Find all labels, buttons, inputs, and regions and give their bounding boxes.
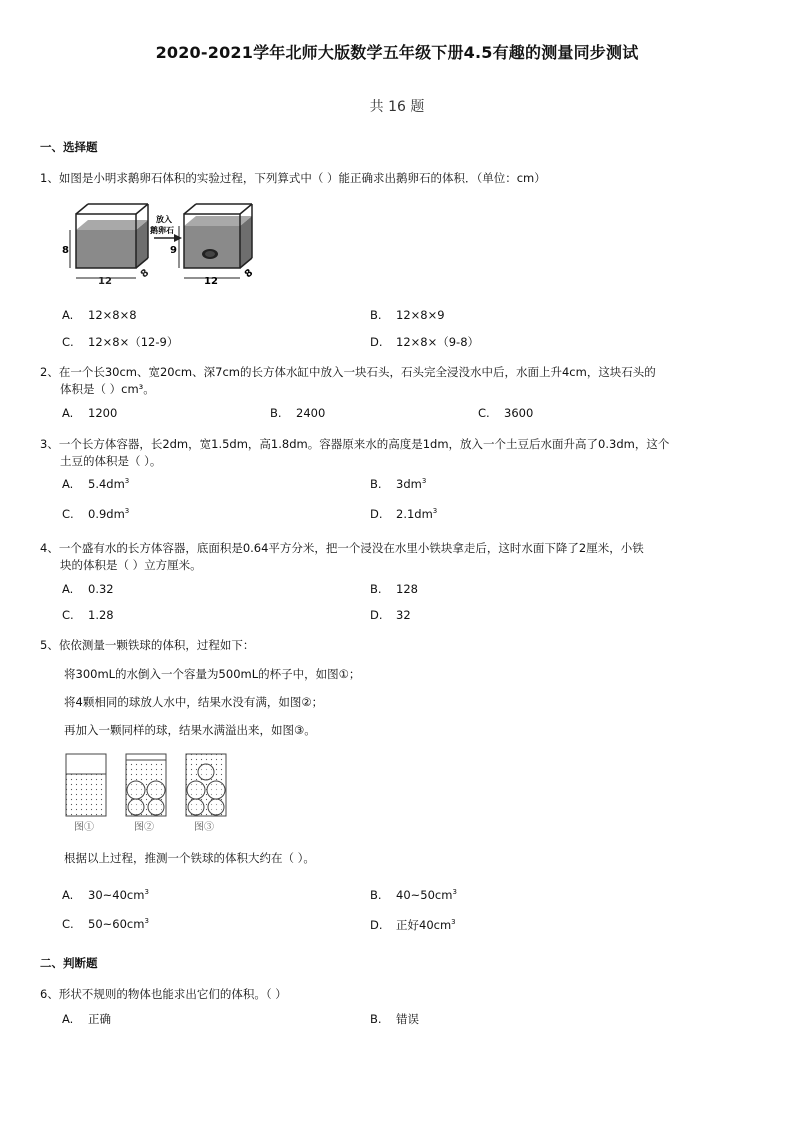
- q2-option-a[interactable]: A. 1200: [62, 406, 118, 420]
- q5-question: 根据以上过程，推测一个铁球的体积大约在（ ）。: [64, 851, 315, 865]
- cup-figure-2: [126, 754, 166, 833]
- q5-option-d[interactable]: D. 正好$40cm^3$: [370, 918, 456, 932]
- cup-figure-3: [186, 754, 226, 833]
- arrow-label-put-in: 放入: [156, 215, 172, 224]
- ball-shape: [188, 799, 204, 815]
- question-5-figure: [60, 748, 240, 836]
- arrow-label-pebble: 鹅卵石: [150, 226, 174, 235]
- left-width-label: 8: [138, 267, 152, 281]
- ball-shape: [128, 799, 144, 815]
- q4-option-c[interactable]: C. 1.28: [62, 608, 114, 622]
- ball-shape: [148, 799, 164, 815]
- ball-shape: [207, 781, 225, 799]
- question-6-text: 6、形状不规则的物体也能求出它们的体积。（ ）: [40, 987, 287, 1001]
- left-container-figure: [62, 204, 151, 287]
- ball-shape: [187, 781, 205, 799]
- question-4-text: 4、一个盛有水的长方体容器，底面积是0.64平方分米，把一个浸没在水里小铁块拿走后，这时水面下降了2厘米，小铁 块的体积是（ ）立方厘米。: [40, 541, 644, 572]
- question-1-figure: [62, 198, 278, 290]
- fig-caption-3: 图③: [194, 822, 214, 833]
- question-3-text: 3、一个长方体容器，长2dm，宽1.5dm，高1.8dm。容器原来水的高度是1dm，放入一个土豆后水面升高了0.3dm，这个 土豆的体积是（ ）。: [40, 437, 670, 468]
- ball-shape: [147, 781, 165, 799]
- q4-option-a[interactable]: A. 0.32: [62, 582, 114, 596]
- q4-option-b[interactable]: B. 128: [370, 582, 418, 596]
- ball-shape: [208, 799, 224, 815]
- section-heading-choice: 一、选择题: [40, 140, 98, 154]
- q1-option-c[interactable]: C. 12×8×（12-9）: [62, 335, 179, 349]
- q5-step-1: 将300mL的水倒入一个容量为500mL的杯子中，如图①；: [64, 667, 361, 681]
- q5-step-2: 将4颗相同的球放人水中，结果水没有满，如图②；: [64, 695, 324, 709]
- left-length-label: 12: [98, 276, 112, 287]
- right-width-label: 8: [242, 267, 256, 281]
- q3-option-b[interactable]: B. $3dm^3$: [370, 477, 427, 491]
- ball-shape: [127, 781, 145, 799]
- q2-option-c[interactable]: C. 3600: [478, 406, 534, 420]
- q5-option-a[interactable]: A. $30\sim 40cm^3$: [62, 888, 149, 902]
- page-title: 2020-2021学年北师大版数学五年级下册4.5有趣的测量同步测试: [155, 43, 639, 62]
- q5-option-c[interactable]: C. $50\sim 60cm^3$: [62, 917, 149, 931]
- cup-figure-1: [66, 754, 106, 833]
- arrow-figure: [150, 214, 182, 242]
- q3-option-d[interactable]: D. $2.1dm^3$: [370, 507, 438, 521]
- q3-option-a[interactable]: A. $5.4dm^3$: [62, 477, 130, 491]
- question-count: 共 16 题: [369, 99, 425, 115]
- q3-option-c[interactable]: C. $0.9dm^3$: [62, 507, 130, 521]
- q6-option-a[interactable]: A. 正确: [62, 1012, 111, 1026]
- question-1-text: 1、如图是小明求鹅卵石体积的实验过程，下列算式中（ ）能正确求出鹅卵石的体积．（单位：cm）: [40, 171, 546, 185]
- right-container-figure: [170, 204, 255, 287]
- question-2-text: 2、在一个长30cm、宽20cm、深7cm的长方体水缸中放入一块石头，石头完全浸没水中后，水面上升4cm，这块石头的 体积是（ ）cm³。: [40, 365, 656, 396]
- q4-option-d[interactable]: D. 32: [370, 608, 411, 622]
- q6-option-b[interactable]: B. 错误: [370, 1012, 419, 1026]
- section-heading-judgement: 二、判断题: [40, 956, 98, 970]
- q5-option-b[interactable]: B. $40\sim 50cm^3$: [370, 888, 457, 902]
- ball-shape: [198, 764, 214, 780]
- left-height-label: 8: [62, 245, 69, 256]
- q5-step-3: 再加入一颗同样的球，结果水满溢出来，如图③。: [64, 723, 316, 737]
- q2-option-b[interactable]: B. 2400: [270, 406, 326, 420]
- right-height-label: 9: [170, 245, 177, 256]
- fig-caption-2: 图②: [134, 822, 154, 833]
- q1-option-b[interactable]: B. 12×8×9: [370, 308, 445, 322]
- question-5-text: 5、依依测量一颗铁球的体积，过程如下：: [40, 638, 255, 652]
- q1-option-d[interactable]: D. 12×8×（9-8）: [370, 335, 480, 349]
- right-length-label: 12: [204, 276, 218, 287]
- q1-option-a[interactable]: A. 12×8×8: [62, 308, 137, 322]
- fig-caption-1: 图①: [74, 822, 94, 833]
